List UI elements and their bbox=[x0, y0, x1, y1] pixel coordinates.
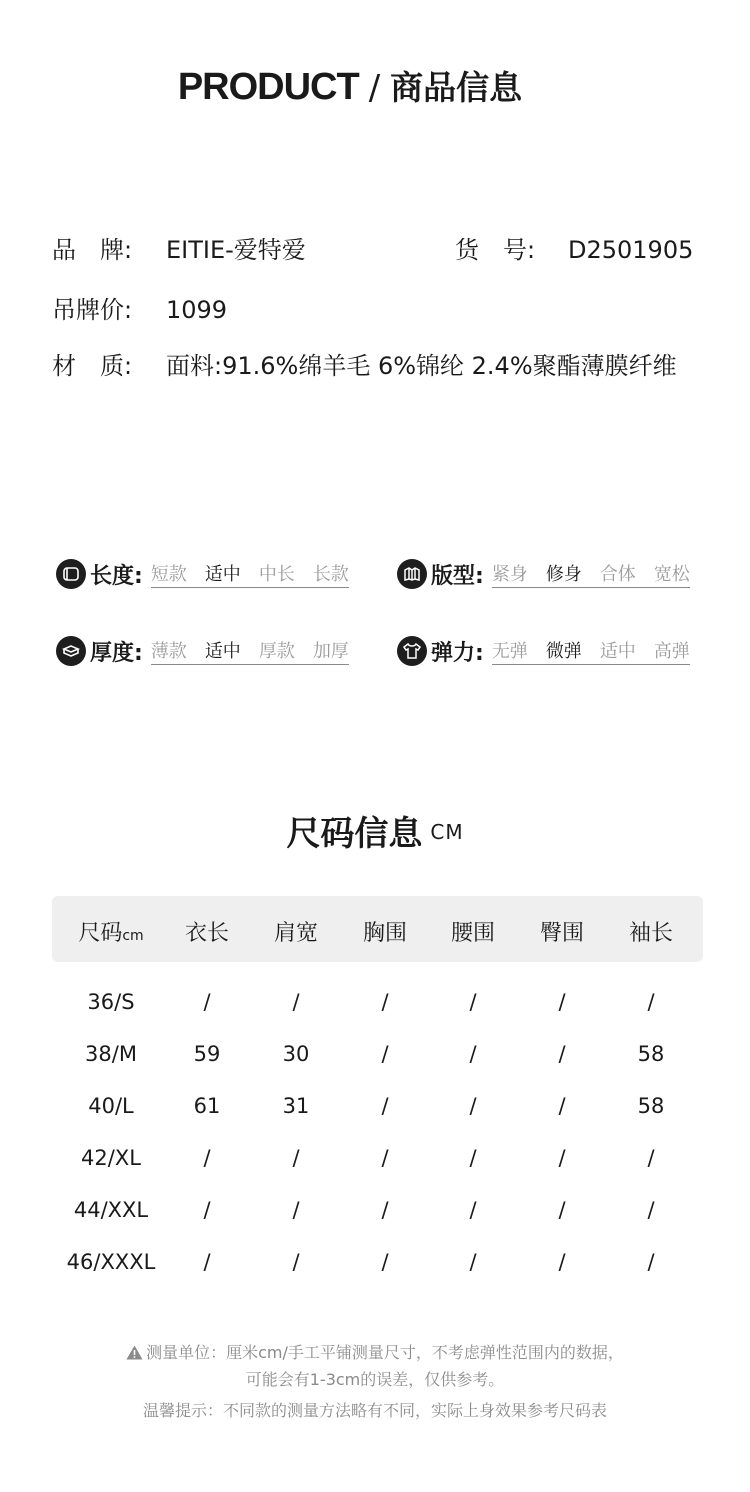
table-cell: / bbox=[381, 1094, 389, 1118]
table-row bbox=[52, 1250, 703, 1280]
table-cell: / bbox=[647, 1146, 655, 1170]
header-cell-size: 尺码cm bbox=[78, 921, 144, 946]
table-cell: / bbox=[647, 1250, 655, 1274]
size-label-cell: 44/XXL bbox=[73, 1198, 149, 1222]
brand-label: 品 牌: bbox=[52, 236, 133, 264]
table-cell: / bbox=[558, 1094, 566, 1118]
table-cell: / bbox=[469, 1146, 477, 1170]
size-table-header bbox=[52, 896, 703, 962]
material-value: 面料:91.6%绵羊毛 6%锦纶 2.4%聚酯薄膜纤维 bbox=[166, 352, 677, 380]
attribute-fit bbox=[397, 557, 690, 591]
material-label: 材 质: bbox=[52, 352, 133, 380]
size-label-cell: 38/M bbox=[85, 1042, 137, 1066]
table-cell: / bbox=[203, 1250, 211, 1274]
option-short: 短款 bbox=[150, 564, 187, 585]
table-row bbox=[52, 1146, 703, 1176]
sku-value: D2501905 bbox=[568, 236, 694, 264]
title-en: PRODUCT bbox=[177, 66, 359, 108]
title-zh: 商品信息 bbox=[390, 68, 523, 107]
attribute-length bbox=[56, 557, 349, 591]
table-cell: / bbox=[203, 990, 211, 1014]
option-mid-long: 中长 bbox=[258, 564, 295, 585]
price-row bbox=[52, 290, 227, 325]
table-row bbox=[52, 990, 703, 1020]
page-title bbox=[0, 62, 700, 109]
option-slim: 修身 bbox=[545, 564, 582, 585]
measurement-note bbox=[0, 1340, 750, 1364]
option-thick: 厚款 bbox=[258, 641, 295, 662]
table-row bbox=[52, 1042, 703, 1072]
attribute-options bbox=[151, 637, 349, 665]
table-cell: / bbox=[469, 990, 477, 1014]
size-title-unit: CM bbox=[430, 820, 464, 844]
table-cell: 59 bbox=[193, 1042, 221, 1066]
table-cell: / bbox=[292, 1146, 300, 1170]
tshirt-stretch-icon bbox=[397, 636, 427, 666]
note-line-1: 测量单位：厘米cm/手工平铺测量尺寸，不考虑弹性范围内的数据， bbox=[146, 1343, 624, 1362]
shirt-fit-icon bbox=[397, 559, 427, 589]
table-cell: / bbox=[647, 990, 655, 1014]
table-cell: 58 bbox=[637, 1042, 665, 1066]
table-cell: / bbox=[381, 1198, 389, 1222]
header-cell: 袖长 bbox=[628, 921, 673, 946]
warning-icon bbox=[126, 1345, 143, 1364]
attribute-name: 厚度: bbox=[90, 640, 143, 666]
table-cell: / bbox=[469, 1094, 477, 1118]
table-cell: / bbox=[558, 1042, 566, 1066]
size-section-title bbox=[0, 806, 750, 855]
table-cell: / bbox=[558, 1146, 566, 1170]
table-cell: 30 bbox=[282, 1042, 310, 1066]
price-label: 吊牌价: bbox=[52, 296, 133, 324]
header-cell: 胸围 bbox=[362, 921, 407, 946]
table-cell: / bbox=[647, 1198, 655, 1222]
sku-row bbox=[455, 230, 693, 265]
option-medium-stretch: 适中 bbox=[599, 641, 636, 662]
price-value: 1099 bbox=[166, 296, 228, 324]
attribute-options bbox=[492, 637, 690, 665]
brand-row bbox=[52, 230, 306, 265]
table-cell: / bbox=[469, 1250, 477, 1274]
size-label-cell: 40/L bbox=[88, 1094, 134, 1118]
table-cell: 58 bbox=[637, 1094, 665, 1118]
attribute-name: 长度: bbox=[90, 563, 143, 589]
table-cell: / bbox=[203, 1146, 211, 1170]
table-cell: / bbox=[558, 990, 566, 1014]
table-cell: / bbox=[558, 1198, 566, 1222]
attribute-name: 弹力: bbox=[431, 640, 484, 666]
size-label-cell: 42/XL bbox=[81, 1146, 141, 1170]
material-row bbox=[52, 346, 677, 381]
table-cell: / bbox=[292, 1198, 300, 1222]
option-loose: 宽松 bbox=[653, 564, 690, 585]
attribute-options bbox=[492, 560, 690, 588]
table-cell: / bbox=[381, 1146, 389, 1170]
option-extra-thick: 加厚 bbox=[312, 641, 349, 662]
option-medium: 适中 bbox=[204, 641, 241, 662]
sku-label: 货 号: bbox=[455, 236, 536, 264]
attribute-options bbox=[151, 560, 349, 588]
size-label-cell: 36/S bbox=[87, 990, 135, 1014]
option-slight-stretch: 微弹 bbox=[545, 641, 582, 662]
option-no-stretch: 无弹 bbox=[491, 641, 528, 662]
attribute-thickness bbox=[56, 634, 349, 668]
option-regular: 合体 bbox=[599, 564, 636, 585]
header-cell: 肩宽 bbox=[273, 921, 318, 946]
fabric-thickness-icon bbox=[56, 636, 86, 666]
note-line-3: 温馨提示：不同款的测量方法略有不同，实际上身效果参考尺码表 bbox=[142, 1401, 607, 1420]
title-separator: / bbox=[368, 68, 381, 108]
option-tight: 紧身 bbox=[491, 564, 528, 585]
header-cell: 衣长 bbox=[184, 921, 229, 946]
note-line-2: 可能会有1-3cm的误差，仅供参考。 bbox=[245, 1370, 505, 1389]
size-label-cell: 46/XXXL bbox=[66, 1250, 156, 1274]
table-row bbox=[52, 1198, 703, 1228]
table-row bbox=[52, 1094, 703, 1124]
brand-value: EITIE-爱特爱 bbox=[166, 236, 306, 264]
table-cell: / bbox=[203, 1198, 211, 1222]
table-cell: / bbox=[381, 1250, 389, 1274]
option-medium: 适中 bbox=[204, 564, 241, 585]
table-cell: / bbox=[292, 990, 300, 1014]
table-cell: 61 bbox=[193, 1094, 221, 1118]
header-cell: 臀围 bbox=[539, 921, 584, 946]
table-cell: / bbox=[381, 990, 389, 1014]
table-cell: 31 bbox=[282, 1094, 310, 1118]
option-high-stretch: 高弹 bbox=[653, 641, 690, 662]
attribute-stretch bbox=[397, 634, 690, 668]
table-cell: / bbox=[469, 1042, 477, 1066]
option-thin: 薄款 bbox=[150, 641, 187, 662]
header-cell: 腰围 bbox=[450, 921, 495, 946]
table-cell: / bbox=[469, 1198, 477, 1222]
table-cell: / bbox=[381, 1042, 389, 1066]
table-cell: / bbox=[558, 1250, 566, 1274]
attribute-name: 版型: bbox=[431, 563, 484, 589]
size-title-text: 尺码信息 bbox=[286, 814, 423, 854]
shirt-length-icon bbox=[56, 559, 86, 589]
table-cell: / bbox=[292, 1250, 300, 1274]
option-long: 长款 bbox=[312, 564, 349, 585]
